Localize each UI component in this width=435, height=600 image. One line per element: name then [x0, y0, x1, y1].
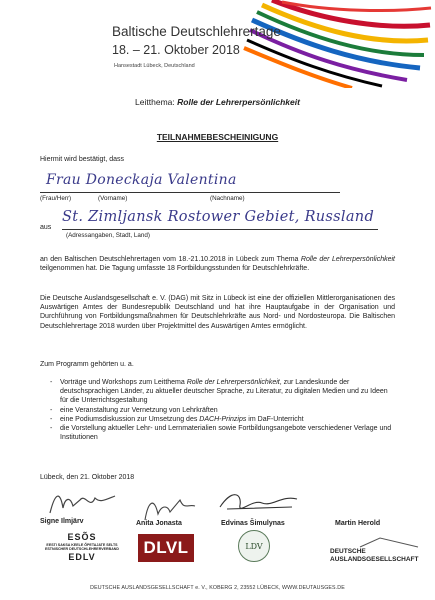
esos-logo: [42, 532, 122, 574]
esos-logo-bottom: EDLV: [68, 552, 96, 562]
signature-simulynas: [212, 487, 302, 517]
dlvl-logo-text: DLVL: [143, 538, 189, 557]
leitthema-label: Leitthema:: [135, 97, 175, 107]
paragraph1-theme: Rolle der Lehrerpersönlichkeit: [300, 256, 395, 263]
label-first-name: (Vorname): [98, 195, 128, 202]
leitthema-value: Rolle der Lehrerpersönlichkeit: [177, 97, 300, 107]
certificate-title: TEILNAHMEBESCHEINIGUNG: [156, 132, 279, 142]
leitthema-line: [0, 97, 435, 107]
program-item: - eine Podiumsdiskussion zur Umsetzung des DACH-Prinzips im DaF-Unterricht: [50, 415, 395, 424]
signer-name: Edvinas Šimulynas: [221, 520, 285, 527]
dag-logo-line1: DEUTSCHE: [330, 548, 366, 555]
footer-address: DEUTSCHE AUSLANDSGESELLSCHAFT e. V., KOBERG 2, 23552 LÜBECK, WWW.DEUTAUSGES.DE: [90, 585, 345, 591]
label-title: (Frau/Herr): [40, 195, 72, 202]
signature-ilmjarv: [45, 488, 125, 518]
esos-logo-text1: EESTI SAKSA KEELE ÕPETAJATE SELTS: [46, 543, 118, 547]
participant-name: Frau Doneckaja Valentina: [46, 172, 237, 188]
event-date: 18. – 21. Oktober 2018: [112, 43, 240, 57]
program-list: [40, 378, 395, 442]
paragraph1-part2: teilgenommen hat. Die Tagung umfasste 18 Fortbildungsstunden für Deutschlehrkräfte.: [40, 265, 310, 273]
event-place: Hansestadt Lübeck, Deutschland: [114, 63, 195, 69]
event-title: Baltische Deutschlehrertage: [112, 24, 281, 39]
program-item: - eine Veranstaltung zur Vernetzung von Lehrkräften: [50, 406, 395, 415]
program-intro: Zum Programm gehörten u. a.: [40, 361, 134, 368]
ldv-logo-text: LDV: [245, 541, 263, 551]
intro-text: Hiermit wird bestätigt, dass: [40, 156, 125, 163]
address-underline: [62, 229, 378, 230]
ldv-logo: [238, 530, 270, 562]
name-underline: [40, 192, 340, 193]
dag-logo-line2: AUSLANDSGESELLSCHAFT: [330, 556, 419, 563]
label-address: (Adressangaben, Stadt, Land): [66, 232, 151, 239]
address-prefix: aus: [40, 224, 52, 231]
program-item: - die Vorstellung aktueller Lehr- und Lernmaterialien sowie Fortbildungsangebote verschiedener Verlage und Institutionen: [50, 424, 395, 442]
label-last-name: (Nachname): [210, 195, 245, 202]
paragraph1-part1: an den Baltischen Deutschlehrertagen vom 18.-21.10.2018 in Lübeck zum Thema: [40, 256, 301, 263]
dag-logo: [320, 538, 420, 568]
program-item: - Vorträge und Workshops zum Leitthema Rolle der Lehrerpersönlichkeit, zur Landeskunde der deutschsprachigen Länder, zu aktueller deutscher Sprache, zu Literatur, zu digitalen Medien und zu Ideen für die Unterrichtsgestaltung: [50, 378, 395, 406]
signature-jonasta: [140, 492, 200, 522]
participant-address: St. Zimljansk Rostower Gebiet, Russland: [62, 209, 375, 225]
signer-name: Anita Jonasta: [136, 520, 182, 527]
place-and-date: Lübeck, den 21. Oktober 2018: [40, 474, 135, 481]
esos-logo-top: ESÕS: [67, 532, 97, 542]
dag-paragraph: Die Deutsche Auslandsgesellschaft e. V. (DAG) mit Sitz in Lübeck ist eine der offiziellen Mittlerorganisationen des Auswärtigen Amtes der Bundesrepublik Deutschland und hat ihre Hauptaufgabe in der Organisation und Durchführung von Fortbildungsmaßnahmen für Deutschlehrkräfte aus Nord- und Nordosteuropa. Die Baltischen Deutschlehrertage 2018 wurden über Projektmittel des Auswärtigen Amtes ermöglicht.: [40, 295, 395, 330]
signer-name: Signe Ilmjärv: [40, 518, 84, 525]
esos-logo-text2: ESTNISCHER DEUTSCHLEHRERVERBAND: [44, 547, 119, 551]
participation-paragraph: [40, 255, 395, 273]
dlvl-logo: [138, 534, 194, 562]
signer-name: Martin Herold: [335, 520, 381, 527]
dag-logo-mark: [320, 536, 420, 548]
header-stripe-graphic: [232, 0, 432, 88]
